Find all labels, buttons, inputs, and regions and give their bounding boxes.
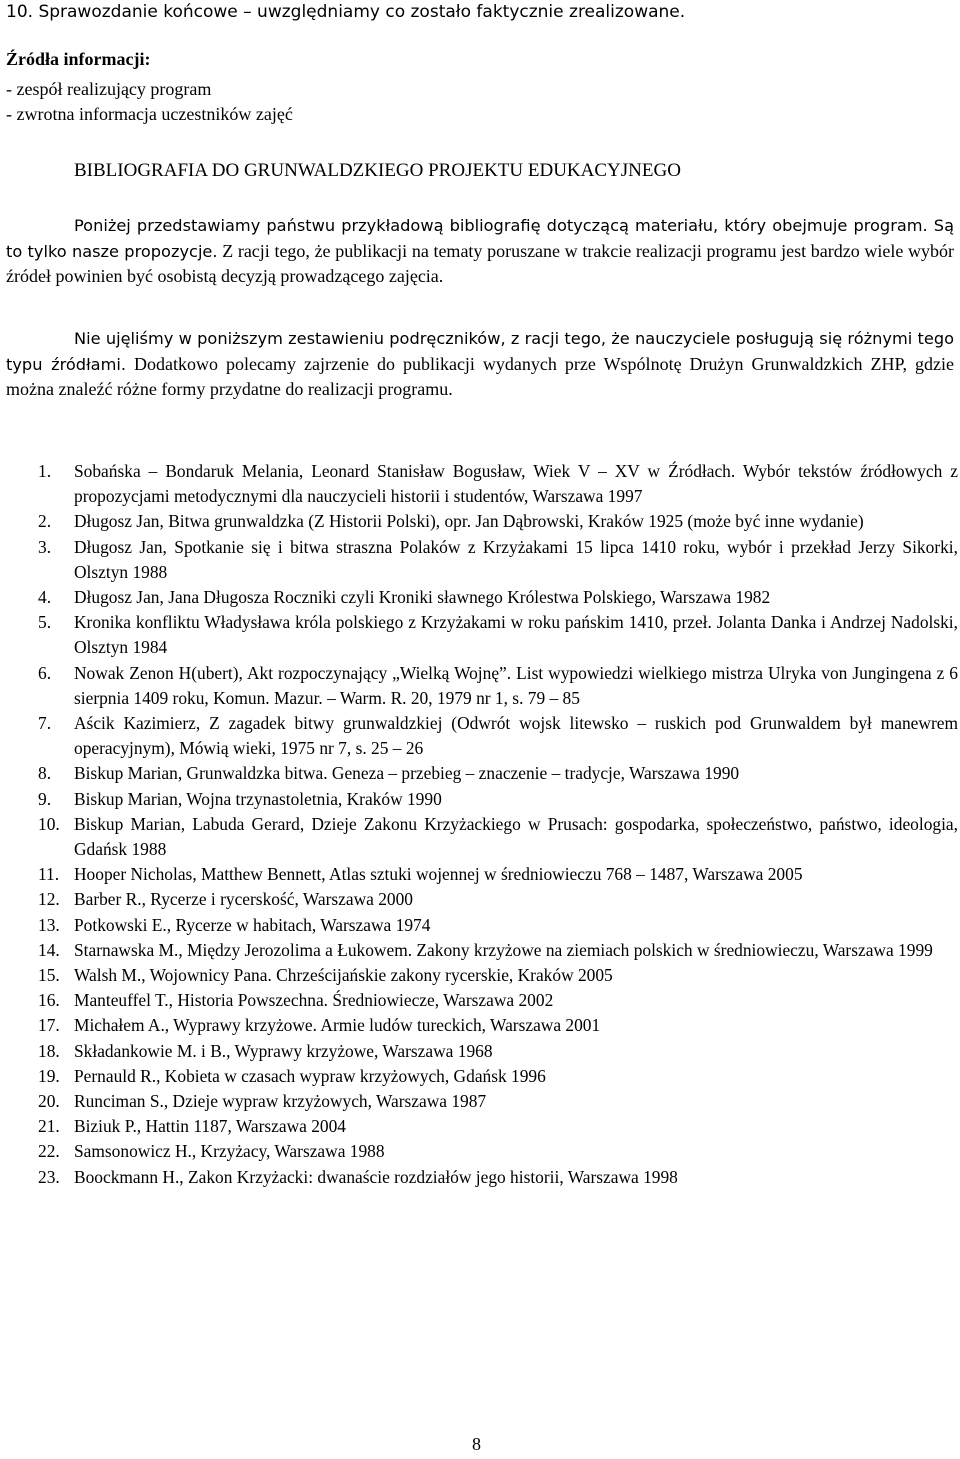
- entry-number: 22.: [38, 1141, 60, 1162]
- entry-number: 21.: [38, 1116, 60, 1137]
- entry-number: 14.: [38, 939, 60, 960]
- bibliography-entry: [0, 761, 958, 786]
- entry-number: 11.: [38, 864, 60, 885]
- entry-number: 2.: [38, 511, 52, 532]
- entry-text: Składankowie M. i B., Wyprawy krzyżowe, Warszawa 1968: [74, 1040, 493, 1061]
- entry-text: Długosz Jan, Spotkanie się i bitwa straszna Polaków z Krzyżakami 15 lipca 1410 roku, wybór i przekład Jerzy Sikorki, Olsztyn 1988: [74, 536, 958, 582]
- entry-number: 12.: [38, 889, 60, 910]
- bibliography-entry: [0, 963, 958, 988]
- entry-text: Biziuk P., Hattin 1187, Warszawa 2004: [74, 1116, 346, 1137]
- entry-number: 8.: [38, 763, 52, 784]
- entry-text: Biskup Marian, Wojna trzynastoletnia, Kraków 1990: [74, 788, 442, 809]
- entry-text: Samsonowicz H., Krzyżacy, Warszawa 1988: [74, 1141, 385, 1162]
- bibliography-entry: [0, 1039, 958, 1064]
- entry-text: Długosz Jan, Bitwa grunwaldzka (Z Historii Polski), opr. Jan Dąbrowski, Kraków 1925 (może być inne wydanie): [74, 511, 864, 532]
- entry-number: 3.: [38, 536, 52, 557]
- intro-serif-text: Z racji tego, że publikacji na tematy poruszane w trakcie realizacji programu jest bardzo wiele wybór źródeł powinien być osobistą decyzją prowadzącego zajęcia.: [6, 240, 954, 286]
- entry-number: 9.: [38, 788, 52, 809]
- entry-number: 1.: [38, 461, 52, 481]
- entry-number: 15.: [38, 965, 60, 986]
- entry-text: Starnawska M., Między Jerozolima a Łukowem. Zakony krzyżowe na ziemiach polskich w średniowieczu, Warszawa 1999: [74, 939, 933, 960]
- bibliography-entry: [0, 988, 958, 1013]
- entry-text: Kronika konfliktu Władysława króla polskiego z Krzyżakami w roku pańskim 1410, przeł. Jolanta Danka i Andrzej Nadolski, Olsztyn 1984: [74, 612, 958, 658]
- entry-text: Biskup Marian, Labuda Gerard, Dzieje Zakonu Krzyżackiego w Prusach: gospodarka, społeczeństwo, państwo, ideologia, Gdańsk 1988: [74, 813, 958, 860]
- entry-text: Walsh M., Wojownicy Pana. Chrześcijańskie zakony rycerskie, Kraków 2005: [74, 965, 613, 986]
- bibliography-entry: [0, 938, 958, 963]
- entry-number: 23.: [38, 1166, 60, 1187]
- entry-number: 7.: [38, 713, 52, 734]
- note-serif-text: Dodatkowo polecamy zajrzenie do publikacji wydanych prze Wspólnotę Drużyn Grunwaldzkich ZHP, gdzie można znaleźć różne formy przydatne do realizacji programu.: [6, 353, 955, 399]
- entry-text: Sobańska – Bondaruk Melania, Leonard Stanisław Bogusław, Wiek V – XV w Źródłach. Wybór tekstów źródłowych z propozycjami metodycznymi dla nauczycieli historii i studentów, Warszawa 1997: [74, 461, 958, 507]
- entry-text: Aścik Kazimierz, Z zagadek bitwy grunwaldzkiej (Odwrót wojsk litewsko – ruskich pod Grunwaldem był manewrem operacyjnym), Mówią wieki, 1975 nr 7, s. 25 – 26: [74, 713, 958, 759]
- bibliography-entry: [0, 1139, 958, 1164]
- entry-text: Runciman S., Dzieje wypraw krzyżowych, Warszawa 1987: [74, 1091, 487, 1112]
- bibliography-entry: [0, 585, 958, 610]
- entry-text: Hooper Nicholas, Matthew Bennett, Atlas sztuki wojennej w średniowieczu 768 – 1487, Warszawa 2005: [74, 864, 803, 885]
- entry-text: Nowak Zenon H(ubert), Akt rozpoczynający „Wielką Wojnę”. List wypowiedzi wielkiego mistrza Ulryka von Jungingena z 6 sierpnia 1409 roku, Komun. Mazur. – Warm. R. 20, 1979 nr 1, s. 79 – 85: [74, 662, 958, 708]
- bibliography-entry: [0, 812, 958, 862]
- bibliography-intro: [6, 213, 954, 290]
- bibliography-entry: [0, 711, 958, 761]
- sources-heading: Źródła informacji:: [6, 49, 151, 69]
- bibliography-list: [0, 459, 958, 1190]
- entry-text: Potkowski E., Rycerze w habitach, Warszawa 1974: [74, 914, 431, 935]
- bibliography-entry: [0, 509, 958, 534]
- entry-text: Pernauld R., Kobieta w czasach wypraw krzyżowych, Gdańsk 1996: [74, 1065, 546, 1086]
- bibliography-entry: [0, 610, 958, 660]
- bibliography-entry: [0, 661, 958, 711]
- bibliography-entry: [0, 787, 958, 812]
- sources-item: - zespół realizujący program: [6, 79, 212, 99]
- bibliography-entry: [0, 1165, 958, 1190]
- entry-number: 13.: [38, 914, 60, 935]
- entry-number: 18.: [38, 1040, 60, 1061]
- bibliography-entry: [0, 913, 958, 938]
- bibliography-entry: [0, 1064, 958, 1089]
- bibliography-entry: [0, 1013, 958, 1038]
- intro-sans-text: Poniżej przedstawiamy państwu przykładową bibliografię dotyczącą materiału, który obejmuje program. Są to tylko nasze propozycje.: [6, 216, 954, 261]
- bibliography-entry: [0, 535, 958, 585]
- entry-text: Biskup Marian, Grunwaldzka bitwa. Geneza – przebieg – znaczenie – tradycje, Warszawa 1990: [74, 763, 740, 784]
- entry-number: 16.: [38, 990, 60, 1011]
- entry-text: Długosz Jan, Jana Długosza Roczniki czyli Kroniki sławnego Królestwa Polskiego, Warszawa 1982: [74, 587, 771, 608]
- entry-text: Michałem A., Wyprawy krzyżowe. Armie ludów tureckich, Warszawa 2001: [74, 1015, 601, 1036]
- bibliography-entry: [0, 459, 958, 509]
- summary-line: 10. Sprawozdanie końcowe – uwzględniamy co zostało faktycznie zrealizowane.: [6, 2, 686, 22]
- entry-number: 4.: [38, 587, 52, 608]
- bibliography-heading: BIBLIOGRAFIA DO GRUNWALDZKIEGO PROJEKTU EDUKACYJNEGO: [74, 160, 681, 181]
- bibliography-entry: [0, 1089, 958, 1114]
- entry-number: 10.: [38, 813, 60, 834]
- sources-item: - zwrotna informacja uczestników zajęć: [6, 104, 293, 124]
- entry-number: 6.: [38, 662, 52, 683]
- entry-text: Manteuffel T., Historia Powszechna. Średniowiecze, Warszawa 2002: [74, 990, 554, 1011]
- bibliography-note: [6, 326, 954, 403]
- bibliography-entry: [0, 1114, 958, 1139]
- bibliography-entry: [0, 887, 958, 912]
- bibliography-entry: [0, 862, 958, 887]
- entry-number: 19.: [38, 1065, 60, 1086]
- note-sans-text: Nie ujęliśmy w poniższym zestawieniu podręczników, z racji tego, że nauczyciele posługują się różnymi tego typu źródłami.: [6, 329, 954, 374]
- entry-number: 20.: [38, 1091, 60, 1112]
- entry-text: Barber R., Rycerze i rycerskość, Warszawa 2000: [74, 889, 413, 910]
- entry-number: 17.: [38, 1015, 60, 1036]
- page-number: 8: [472, 1434, 481, 1454]
- entry-text: Boockmann H., Zakon Krzyżacki: dwanaście rozdziałów jego historii, Warszawa 1998: [74, 1166, 678, 1187]
- entry-number: 5.: [38, 612, 52, 633]
